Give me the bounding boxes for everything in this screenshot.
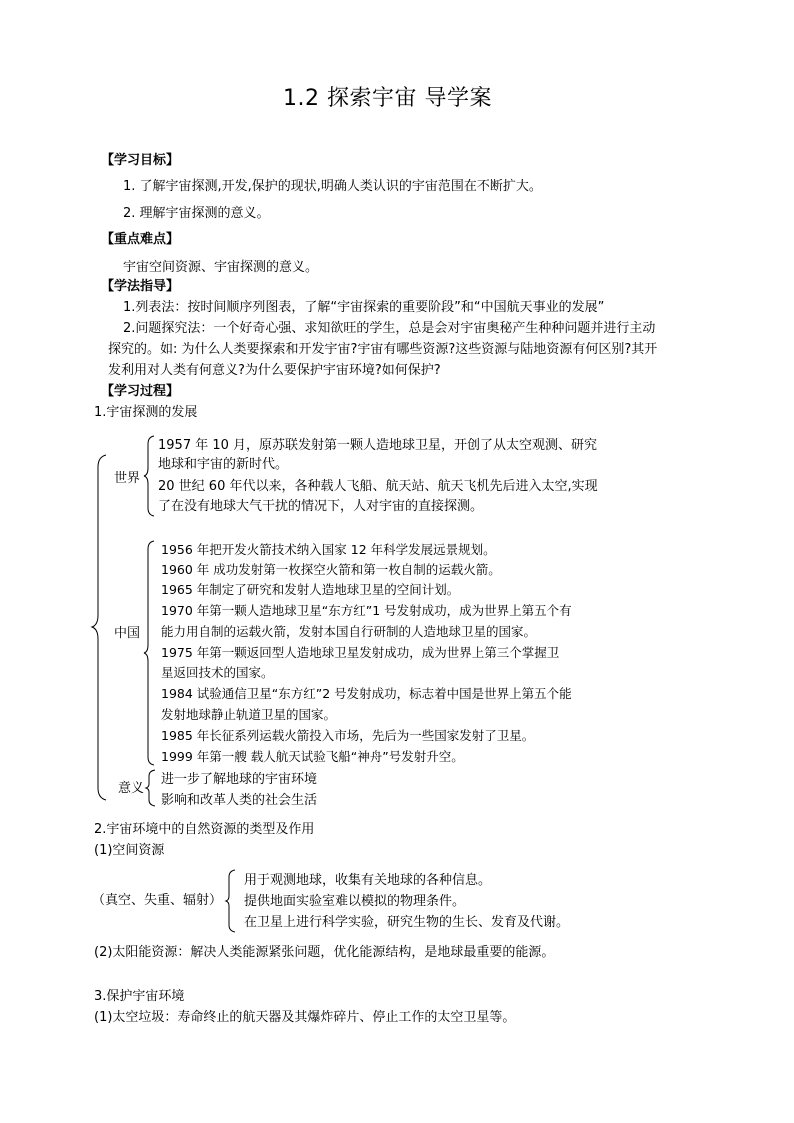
method-line-1: 1.列表法：按时间顺序列图表，了解“宇宙探索的重要阶段”和“中国航天事业的发展” xyxy=(123,300,605,315)
china-line-8: 1984 试验通信卫星“东方红”2 号发射成功，标志着中国是世界上第五个能 xyxy=(161,686,572,701)
china-line-7: 星返回技术的国家。 xyxy=(161,665,274,680)
space-resource-line-2: 提供地面实验室难以模拟的物理条件。 xyxy=(244,894,466,909)
world-label: 世界 xyxy=(114,471,141,486)
china-label: 中国 xyxy=(114,626,141,641)
meaning-line-2: 影响和改革人类的社会生活 xyxy=(161,793,318,808)
china-line-10: 1985 年长征系列运载火箭投入市场，先后为一些国家发射了卫星。 xyxy=(161,728,535,743)
part2-title: 2.宇宙环境中的自然资源的类型及作用 xyxy=(94,822,315,837)
key-points-heading: 【重点难点】 xyxy=(101,232,180,247)
china-line-3: 1965 年制定了研究和发射人造地球卫星的空间计划。 xyxy=(161,582,460,597)
world-line-4: 了在没有地球大气干扰的情况下，人对宇宙的直接探测。 xyxy=(158,499,484,514)
process-heading: 【学习过程】 xyxy=(101,384,180,399)
outer-brace xyxy=(92,455,112,800)
page-title: 1.2 探索宇宙 导学案 xyxy=(283,86,492,111)
space-resource-line-1: 用于观测地球，收集有关地球的各种信息。 xyxy=(244,873,492,888)
method-line-4: 发利用对人类有何意义?为什么要保护宇宙环境?如何保护? xyxy=(108,363,441,378)
meaning-line-1: 进一步了解地球的宇宙环境 xyxy=(161,772,318,787)
china-line-11: 1999 年第一艘 载人航天试验飞船“神舟”号发射升空。 xyxy=(161,749,464,764)
key-points-text: 宇宙空间资源、宇宙探测的意义。 xyxy=(123,260,319,275)
space-resource-brace xyxy=(226,870,238,932)
space-resource-label: （真空、失重、辐射） xyxy=(92,893,223,908)
china-line-6: 1975 年第一颗返回型人造地球卫星发射成功，成为世界上第三个掌握卫 xyxy=(161,645,560,660)
solar-resource-line: (2)太阳能资源：解决人类能源紧张问题，优化能源结构，是地球最重要的能源。 xyxy=(94,945,555,960)
method-heading: 【学法指导】 xyxy=(101,279,180,294)
objectives-heading: 【学习目标】 xyxy=(101,153,180,168)
method-line-3: 探究的。如: 为什么人类要探索和开发宇宙?宇宙有哪些资源?这些资源与陆地资源有何区别?其开 xyxy=(108,342,658,357)
china-line-5: 能力用自制的运载火箭，发射本国自行研制的人造地球卫星的国家。 xyxy=(161,624,537,639)
china-brace xyxy=(144,541,158,765)
meaning-brace xyxy=(146,770,158,806)
world-brace xyxy=(144,436,158,516)
space-junk-line: (1)太空垃圾：寿命终止的航天器及其爆炸碎片、停止工作的太空卫星等。 xyxy=(94,1010,516,1025)
part1-title: 1.宇宙探测的发展 xyxy=(94,405,198,420)
space-resource-line-3: 在卫星上进行科学实验，研究生物的生长、发育及代谢。 xyxy=(244,915,570,930)
space-resource-title: (1)空间资源 xyxy=(94,843,165,858)
meaning-label: 意义 xyxy=(118,781,145,796)
world-line-2: 地球和宇宙的新时代。 xyxy=(158,457,289,472)
world-line-3: 20 世纪 60 年代以来，各种载人飞船、航天站、航天飞机先后进入太空,实现 xyxy=(158,479,598,494)
china-line-9: 发射地球静止轨道卫星的国家。 xyxy=(161,707,337,722)
objective-item-2: 2. 理解宇宙探测的意义。 xyxy=(123,206,270,221)
objective-item-1: 1. 了解宇宙探测,开发,保护的现状,明确人类认识的宇宙范围在不断扩大。 xyxy=(123,179,542,194)
method-line-2: 2.问题探究法：一个好奇心强、求知欲旺的学生，总是会对宇宙奥秘产生种种问题并进行主动 xyxy=(123,321,656,336)
china-line-4: 1970 年第一颗人造地球卫星“东方红”1 号发射成功，成为世界上第五个有 xyxy=(161,603,572,618)
world-line-1: 1957 年 10 月，原苏联发射第一颗人造地球卫星，开创了从太空观测、研究 xyxy=(158,438,598,453)
part3-title: 3.保护宇宙环境 xyxy=(94,989,185,1004)
china-line-2: 1960 年 成功发射第一枚探空火箭和第一枚自制的运载火箭。 xyxy=(161,562,501,577)
china-line-1: 1956 年把开发火箭技术纳入国家 12 年科学发展远景规划。 xyxy=(161,542,496,557)
